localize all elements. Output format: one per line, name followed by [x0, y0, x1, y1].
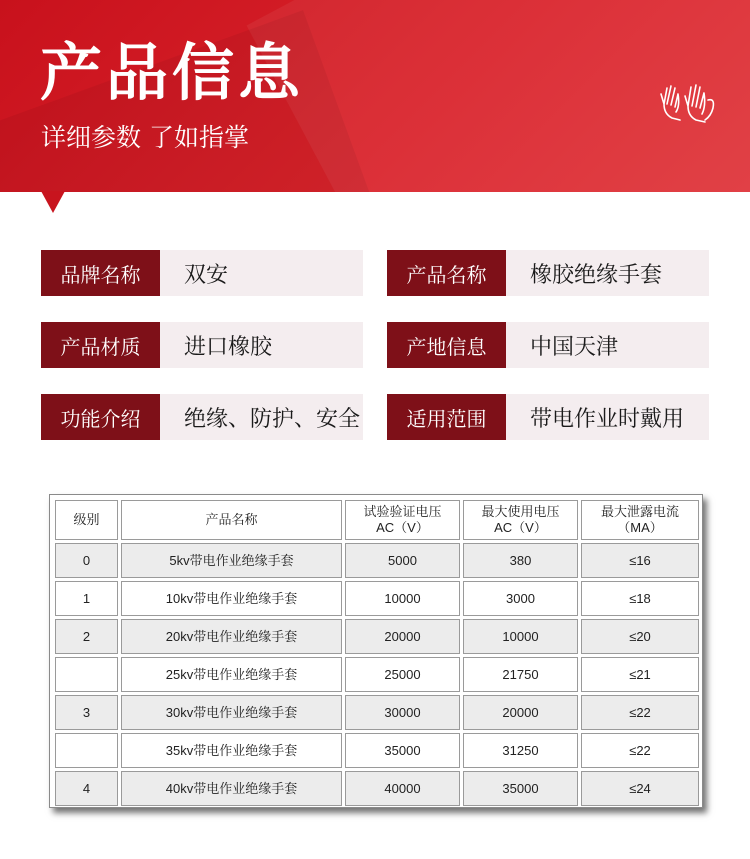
info-value: 绝缘、防护、安全: [160, 394, 363, 440]
cell-max-voltage: 10000: [463, 619, 578, 654]
cell-product-name: 10kv带电作业绝缘手套: [121, 581, 342, 616]
cell-test-voltage: 10000: [345, 581, 460, 616]
spec-table-frame: [49, 494, 703, 808]
cell-level: 2: [55, 619, 118, 654]
cell-level: 3: [55, 695, 118, 730]
spec-table: [52, 497, 702, 809]
cell-test-voltage: 35000: [345, 733, 460, 768]
info-value: 双安: [160, 250, 363, 296]
cell-max-voltage: 3000: [463, 581, 578, 616]
cell-max-voltage: 21750: [463, 657, 578, 692]
cell-test-voltage: 40000: [345, 771, 460, 806]
header-test-voltage: 试验验证电压 AC（V）: [345, 500, 460, 540]
table-row: [55, 695, 699, 730]
cell-product-name: 40kv带电作业绝缘手套: [121, 771, 342, 806]
table-row: [55, 619, 699, 654]
cell-leak-current: ≤18: [581, 581, 699, 616]
cell-level: [55, 733, 118, 768]
cell-leak-current: ≤22: [581, 695, 699, 730]
cell-level: 0: [55, 543, 118, 578]
info-value: 橡胶绝缘手套: [506, 250, 709, 296]
cell-test-voltage: 25000: [345, 657, 460, 692]
cell-level: 1: [55, 581, 118, 616]
page-subtitle: 详细参数 了如指掌: [41, 123, 249, 152]
table-row: [55, 733, 699, 768]
cell-product-name: 35kv带电作业绝缘手套: [121, 733, 342, 768]
cell-max-voltage: 20000: [463, 695, 578, 730]
table-row: [55, 771, 699, 806]
page-title: 产品信息: [40, 36, 305, 109]
header-banner: [0, 0, 750, 192]
info-label: 产地信息: [387, 322, 506, 368]
header-product-name: 产品名称: [121, 500, 342, 540]
table-row: [55, 543, 699, 578]
cell-leak-current: ≤20: [581, 619, 699, 654]
table-row: [55, 657, 699, 692]
cell-product-name: 25kv带电作业绝缘手套: [121, 657, 342, 692]
info-label: 功能介绍: [41, 394, 160, 440]
cell-level: [55, 657, 118, 692]
cell-product-name: 5kv带电作业绝缘手套: [121, 543, 342, 578]
info-label: 适用范围: [387, 394, 506, 440]
cell-test-voltage: 20000: [345, 619, 460, 654]
cell-test-voltage: 30000: [345, 695, 460, 730]
info-label: 产品名称: [387, 250, 506, 296]
header-pointer: [41, 191, 65, 213]
cell-product-name: 30kv带电作业绝缘手套: [121, 695, 342, 730]
cell-product-name: 20kv带电作业绝缘手套: [121, 619, 342, 654]
cell-test-voltage: 5000: [345, 543, 460, 578]
cell-max-voltage: 380: [463, 543, 578, 578]
header-leak-current: 最大泄露电流 （MA）: [581, 500, 699, 540]
cell-level: 4: [55, 771, 118, 806]
info-label: 产品材质: [41, 322, 160, 368]
header-max-voltage: 最大使用电压 AC（V）: [463, 500, 578, 540]
table-header-row: [55, 500, 699, 540]
info-value: 带电作业时戴用: [506, 394, 709, 440]
gloves-icon: [658, 80, 718, 124]
cell-leak-current: ≤21: [581, 657, 699, 692]
cell-max-voltage: 31250: [463, 733, 578, 768]
table-row: [55, 581, 699, 616]
cell-max-voltage: 35000: [463, 771, 578, 806]
info-value: 中国天津: [506, 322, 709, 368]
info-value: 进口橡胶: [160, 322, 363, 368]
cell-leak-current: ≤24: [581, 771, 699, 806]
info-label: 品牌名称: [41, 250, 160, 296]
cell-leak-current: ≤16: [581, 543, 699, 578]
header-level: 级别: [55, 500, 118, 540]
cell-leak-current: ≤22: [581, 733, 699, 768]
